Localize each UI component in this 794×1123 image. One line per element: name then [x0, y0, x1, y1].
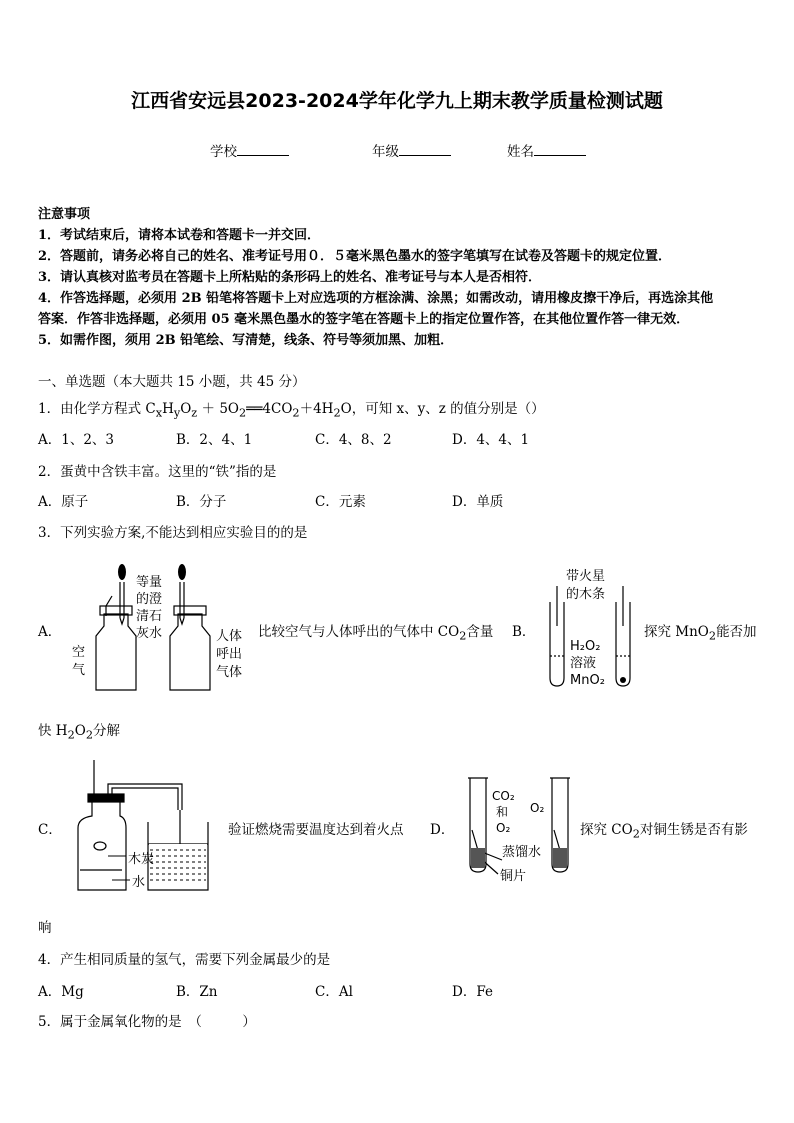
fig-label: O₂ — [530, 801, 545, 815]
fig-label: 的木条 — [566, 587, 606, 602]
option-d: D．Fe — [452, 984, 493, 1000]
option-c: C．4、8、2 — [315, 432, 392, 448]
notice-item: 1．考试结束后，请将本试卷和答题卡一并交回． — [38, 228, 321, 243]
notice-item: 5．如需作图，须用 2B 铅笔绘、写清楚，线条、符号等须加黑、加粗． — [38, 333, 454, 348]
option-b: B．Zn — [176, 984, 218, 1000]
fig-label: 溶液 — [570, 656, 597, 671]
notice-heading: 注意事项 — [38, 207, 91, 222]
fig-label: 铜片 — [500, 869, 527, 884]
fig-label: 呼出 — [216, 647, 243, 662]
limewater-bottles-figure — [62, 562, 252, 694]
fig-label: 木炭 — [128, 852, 155, 867]
fig-label: 灰水 — [136, 626, 163, 641]
fig-label: 水 — [132, 875, 146, 890]
fig-label: O₂ — [496, 821, 511, 835]
notice-item: 答案．作答非选择题，必须用 05 毫米黑色墨水的签字笔在答题卡上的指定位置作答，在其他位置作答一律无效． — [38, 312, 690, 327]
option-d: D．单质 — [452, 494, 504, 510]
question-2-stem: 2．蛋黄中含铁丰富。这里的“铁”指的是 — [38, 464, 277, 480]
option-b: B．2、4、1 — [176, 432, 253, 448]
fig-label: 气 — [72, 663, 86, 678]
school-field: 学校 — [210, 140, 289, 160]
option-a-label: A． — [38, 624, 62, 640]
option-a: A．Mg — [38, 984, 84, 1000]
option-b: B．分子 — [176, 494, 227, 510]
fig-label: 清石 — [136, 609, 163, 624]
fig-label: CO₂ — [492, 789, 515, 803]
option-c: C．Al — [315, 984, 353, 1000]
notice-item: 2．答题前，请务必将自己的姓名、准考证号用０．５毫米黑色墨水的签字笔填写在试卷及答题卡的规定位置． — [38, 249, 672, 264]
option-b-text: 探究 MnO$_2$能否加 — [644, 624, 757, 643]
option-a: A．原子 — [38, 494, 89, 510]
question-4-stem: 4．产生相同质量的氢气，需要下列金属最少的是 — [38, 952, 331, 968]
option-c-label: C． — [38, 822, 62, 838]
option-d-label: D． — [430, 822, 455, 838]
fig-label: H₂O₂ — [570, 639, 601, 654]
section-heading: 一、单选题（本大题共 15 小题，共 45 分） — [38, 374, 306, 390]
grade-field: 年级 — [372, 140, 451, 160]
option-d-text-cont: 响 — [38, 920, 52, 936]
option-a-text: 比较空气与人体呼出的气体中 $CO_2$含量 — [258, 624, 494, 643]
option-d: D．4、4、1 — [452, 432, 530, 448]
fig-label: 空 — [72, 645, 86, 660]
option-d-text: 探究 $CO_2$对铜生锈是否有影 — [580, 822, 748, 841]
fig-label: 带火星 — [566, 569, 606, 584]
combustion-apparatus-figure — [72, 760, 222, 896]
fig-label: 蒸馏水 — [502, 845, 542, 860]
test-tubes-mno2-figure — [540, 566, 640, 690]
option-c-text: 验证燃烧需要温度达到着火点 — [228, 822, 404, 838]
option-a: A．1、2、3 — [38, 432, 115, 448]
copper-rust-figure — [458, 772, 576, 884]
fig-label: 人体 — [216, 629, 243, 644]
fig-label: MnO₂ — [570, 673, 605, 688]
question-5-stem: 5．属于金属氧化物的是 （ ） — [38, 1014, 256, 1030]
option-b-text-cont: 快 $H_2O_2$分解 — [38, 723, 120, 742]
name-field: 姓名 — [507, 140, 586, 160]
fig-label: 气体 — [216, 665, 243, 680]
fig-label: 的澄 — [136, 592, 163, 607]
notice-item: 4．作答选择题，必须用 2B 铅笔将答题卡上对应选项的方框涂满、涂黑；如需改动，请用橡皮擦干净后，再选涂其他 — [38, 291, 714, 306]
question-1-stem: 1．由化学方程式 $C_xH_yO_z$ ＋ $5O_2══4CO_2+4H_2O$，可知 x、y、z 的值分别是（） — [38, 401, 545, 420]
page-title: 江西省安远县2023-2024学年化学九上期末教学质量检测试题 — [131, 90, 663, 112]
notice-item: 3．请认真核对监考员在答题卡上所粘贴的条形码上的姓名、准考证号与本人是否相符． — [38, 270, 542, 285]
fig-label: 和 — [496, 805, 509, 819]
option-c: C．元素 — [315, 494, 366, 510]
option-b-label: B． — [512, 624, 536, 640]
fig-label: 等量 — [136, 575, 163, 590]
question-3-stem: 3．下列实验方案,不能达到相应实验目的的是 — [38, 525, 308, 541]
